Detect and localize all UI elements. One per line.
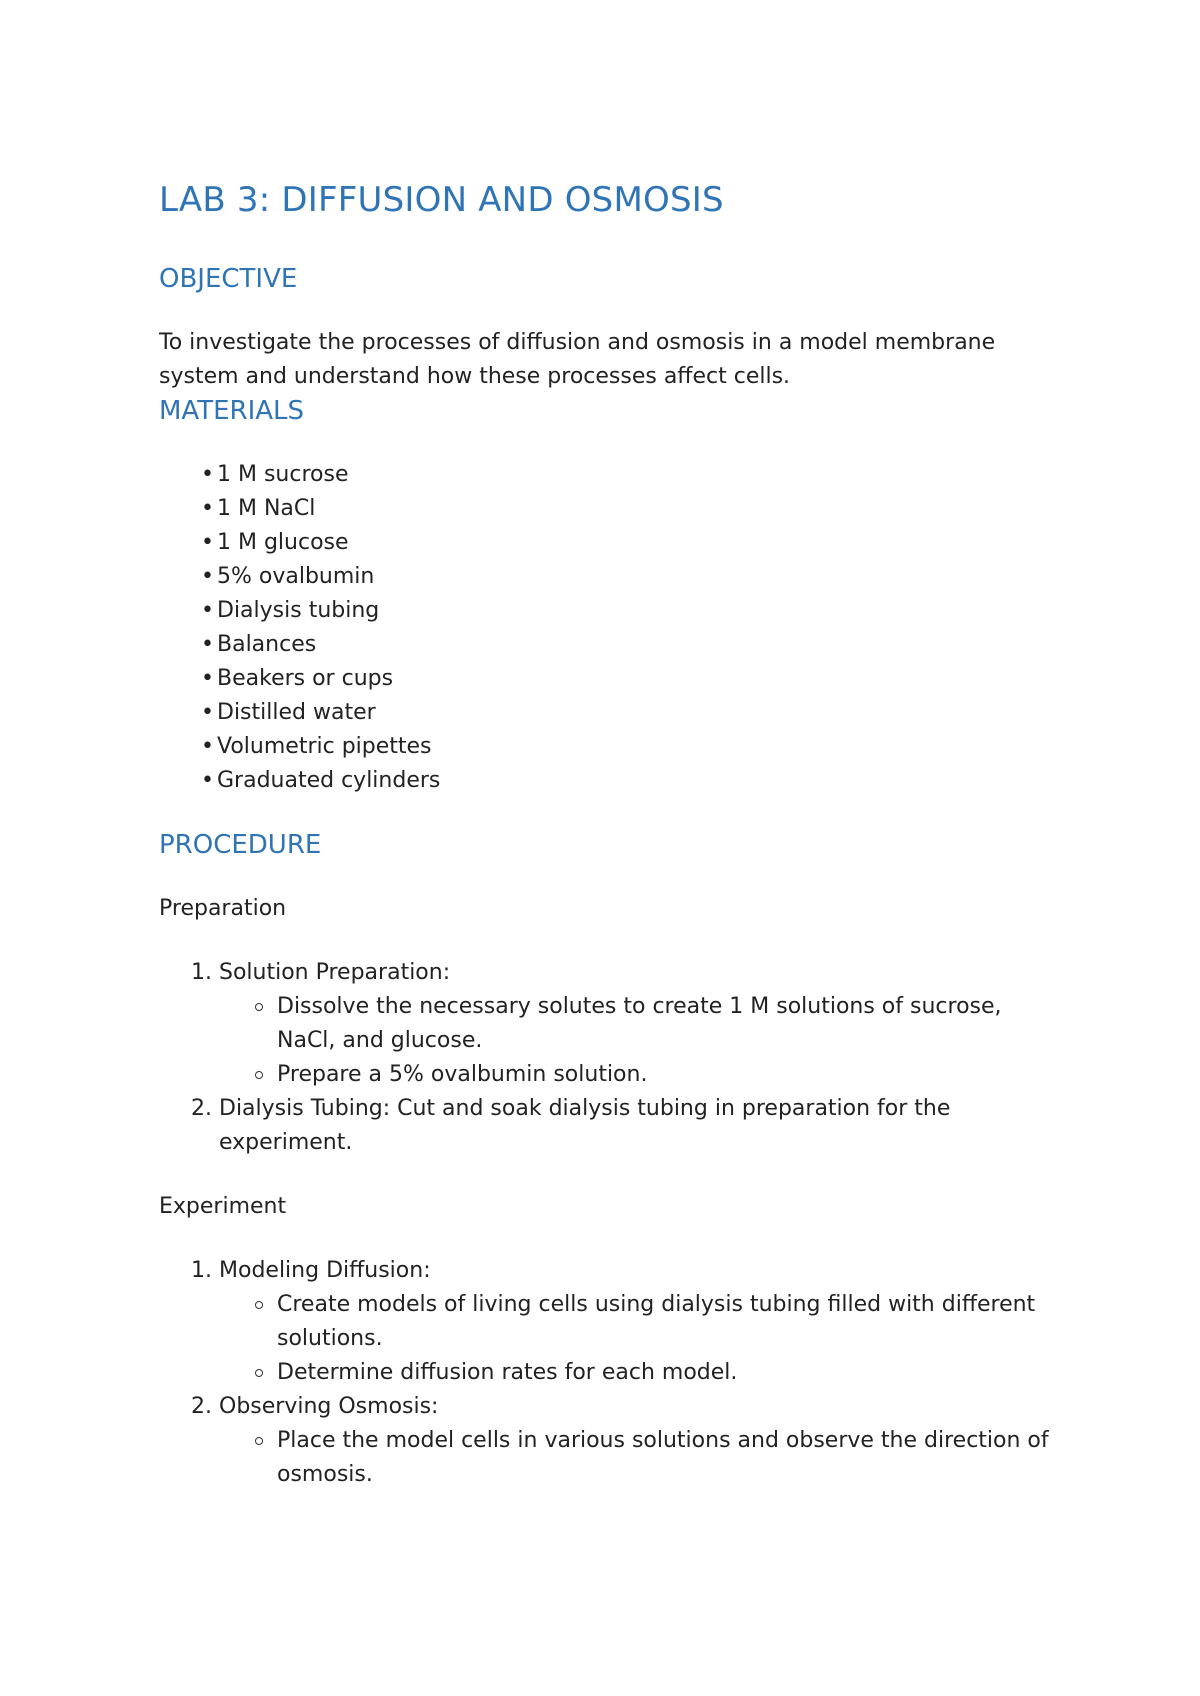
document-content: [159, 178, 1059, 1492]
list-item: [201, 696, 1059, 730]
bullet-icon: •: [201, 564, 214, 589]
sub-item-text: Place the model cells in various solutions and observe the direction of osmosis.: [277, 1428, 1049, 1487]
list-item: [201, 730, 1059, 764]
list-item: [255, 1058, 1059, 1092]
experiment-heading: Experiment: [159, 1194, 287, 1219]
circle-bullet-icon: [255, 1369, 263, 1377]
circle-bullet-icon: [255, 1301, 263, 1309]
list-item: [191, 956, 1059, 1092]
material-item-label: Volumetric pipettes: [217, 734, 432, 759]
materials-heading: MATERIALS: [159, 396, 305, 426]
sub-list: [219, 1288, 1059, 1390]
bullet-icon: •: [201, 666, 214, 691]
step-number: 2.: [191, 1394, 212, 1419]
material-item-label: 5% ovalbumin: [217, 564, 375, 589]
page-title: LAB 3: DIFFUSION AND OSMOSIS: [159, 180, 724, 220]
material-item-label: 1 M NaCl: [217, 496, 316, 521]
bullet-icon: •: [201, 700, 214, 725]
materials-list: [159, 458, 1059, 798]
material-item-label: Graduated cylinders: [217, 768, 441, 793]
procedure-heading: PROCEDURE: [159, 830, 322, 860]
sub-item-text: Determine diffusion rates for each model.: [277, 1360, 738, 1385]
sub-list: [219, 1424, 1059, 1492]
bullet-icon: •: [201, 768, 214, 793]
list-item: [201, 628, 1059, 662]
list-item: [201, 458, 1059, 492]
bullet-icon: •: [201, 598, 214, 623]
bullet-icon: •: [201, 632, 214, 657]
list-item: [201, 662, 1059, 696]
bullet-icon: •: [201, 496, 214, 521]
material-item-label: 1 M glucose: [217, 530, 349, 555]
bullet-icon: •: [201, 530, 214, 555]
material-item-label: Dialysis tubing: [217, 598, 380, 623]
preparation-heading: Preparation: [159, 896, 287, 921]
objective-heading: OBJECTIVE: [159, 264, 298, 294]
material-item-label: Distilled water: [217, 700, 376, 725]
step-number: 2.: [191, 1096, 212, 1121]
list-item: [201, 560, 1059, 594]
step-text: Dialysis Tubing: Cut and soak dialysis tubing in preparation for the experiment.: [219, 1096, 951, 1155]
list-item: [255, 1424, 1059, 1492]
preparation-steps: [159, 956, 1059, 1160]
circle-bullet-icon: [255, 1071, 263, 1079]
list-item: [255, 1356, 1059, 1390]
step-number: 1.: [191, 960, 212, 985]
bullet-icon: •: [201, 462, 214, 487]
list-item: [255, 990, 1059, 1058]
material-item-label: Balances: [217, 632, 317, 657]
list-item: [255, 1288, 1059, 1356]
sub-item-text: Create models of living cells using dialysis tubing filled with different solutions.: [277, 1292, 1036, 1351]
list-item: [201, 526, 1059, 560]
list-item: [201, 764, 1059, 798]
list-item: [201, 594, 1059, 628]
step-text: Solution Preparation:: [219, 960, 451, 985]
list-item: [201, 492, 1059, 526]
list-item: [191, 1254, 1059, 1390]
step-text: Observing Osmosis:: [219, 1394, 439, 1419]
circle-bullet-icon: [255, 1437, 263, 1445]
circle-bullet-icon: [255, 1003, 263, 1011]
material-item-label: Beakers or cups: [217, 666, 394, 691]
experiment-steps: [159, 1254, 1059, 1492]
step-text: Modeling Diffusion:: [219, 1258, 431, 1283]
sub-item-text: Dissolve the necessary solutes to create 1 M solutions of sucrose, NaCl, and glucose.: [277, 994, 1002, 1053]
objective-text: To investigate the processes of diffusion and osmosis in a model membrane system and understand how these processes affect cells.: [159, 330, 996, 389]
sub-item-text: Prepare a 5% ovalbumin solution.: [277, 1062, 648, 1087]
material-item-label: 1 M sucrose: [217, 462, 349, 487]
bullet-icon: •: [201, 734, 214, 759]
sub-list: [219, 990, 1059, 1092]
step-number: 1.: [191, 1258, 212, 1283]
list-item: [191, 1092, 1059, 1160]
list-item: [191, 1390, 1059, 1492]
